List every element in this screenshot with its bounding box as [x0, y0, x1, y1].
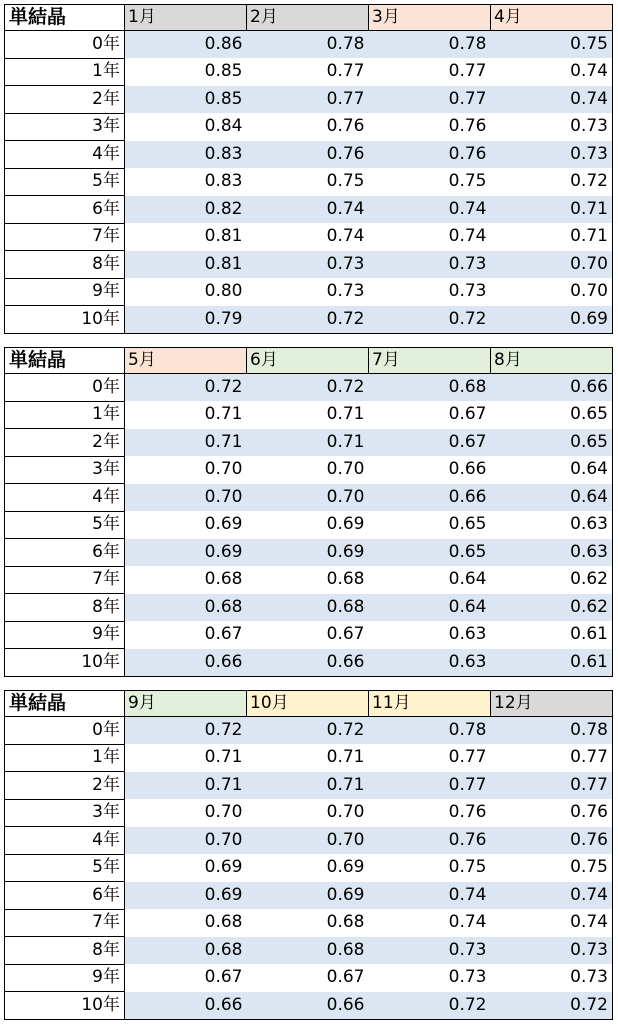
table-row: [5, 964, 613, 992]
header-row: [5, 691, 613, 717]
value-cell[interactable]: 0.61: [491, 649, 613, 677]
value-cell[interactable]: 0.70: [125, 456, 247, 484]
value-cell[interactable]: 0.77: [491, 772, 613, 800]
table-row: [5, 58, 613, 86]
value-cell[interactable]: 0.75: [247, 168, 369, 196]
year-label[interactable]: 8年: [5, 251, 125, 279]
table-row: [5, 882, 613, 910]
value-cell[interactable]: 0.71: [491, 196, 613, 224]
month-header[interactable]: 6月: [247, 348, 369, 374]
value-cell[interactable]: 0.76: [369, 799, 491, 827]
value-cell[interactable]: 0.82: [125, 196, 247, 224]
value-cell[interactable]: 0.72: [125, 717, 247, 745]
value-cell[interactable]: 0.66: [247, 992, 369, 1020]
value-cell[interactable]: 0.71: [247, 772, 369, 800]
table-row: [5, 717, 613, 745]
value-cell[interactable]: 0.69: [247, 511, 369, 539]
table-row: [5, 168, 613, 196]
table-row: [5, 566, 613, 594]
value-cell[interactable]: 0.69: [125, 882, 247, 910]
month-header[interactable]: 4月: [491, 5, 613, 31]
value-cell[interactable]: 0.67: [247, 621, 369, 649]
value-cell[interactable]: 0.73: [491, 964, 613, 992]
value-cell[interactable]: 0.65: [369, 511, 491, 539]
value-cell[interactable]: 0.76: [247, 141, 369, 169]
value-cell[interactable]: 0.65: [369, 539, 491, 567]
corner-label[interactable]: 単結晶: [5, 691, 125, 717]
value-cell[interactable]: 0.85: [125, 86, 247, 114]
year-label[interactable]: 9年: [5, 621, 125, 649]
value-cell[interactable]: 0.63: [491, 511, 613, 539]
table-row: [5, 937, 613, 965]
value-cell[interactable]: 0.71: [247, 401, 369, 429]
value-cell[interactable]: 0.74: [369, 196, 491, 224]
value-cell[interactable]: 0.68: [369, 374, 491, 402]
value-cell[interactable]: 0.68: [125, 594, 247, 622]
table-row: [5, 799, 613, 827]
value-cell[interactable]: 0.61: [491, 621, 613, 649]
value-cell[interactable]: 0.75: [369, 854, 491, 882]
value-cell[interactable]: 0.70: [247, 827, 369, 855]
value-cell[interactable]: 0.66: [491, 374, 613, 402]
value-cell[interactable]: 0.70: [247, 456, 369, 484]
value-cell[interactable]: 0.74: [369, 909, 491, 937]
year-label[interactable]: 3年: [5, 113, 125, 141]
year-label[interactable]: 1年: [5, 401, 125, 429]
month-header[interactable]: 2月: [247, 5, 369, 31]
value-cell[interactable]: 0.72: [369, 992, 491, 1020]
value-cell[interactable]: 0.74: [369, 882, 491, 910]
value-cell[interactable]: 0.67: [125, 964, 247, 992]
value-cell[interactable]: 0.83: [125, 168, 247, 196]
value-cell[interactable]: 0.75: [491, 31, 613, 59]
value-cell[interactable]: 0.86: [125, 31, 247, 59]
table-row: [5, 827, 613, 855]
value-cell[interactable]: 0.73: [491, 141, 613, 169]
table-row: [5, 621, 613, 649]
value-cell[interactable]: 0.72: [247, 306, 369, 334]
value-cell[interactable]: 0.72: [491, 168, 613, 196]
table-row: [5, 374, 613, 402]
value-cell[interactable]: 0.78: [369, 717, 491, 745]
value-cell[interactable]: 0.69: [125, 511, 247, 539]
value-cell[interactable]: 0.66: [125, 649, 247, 677]
value-cell[interactable]: 0.77: [369, 58, 491, 86]
year-label[interactable]: 5年: [5, 854, 125, 882]
value-cell[interactable]: 0.63: [491, 539, 613, 567]
value-cell[interactable]: 0.73: [247, 251, 369, 279]
year-label[interactable]: 5年: [5, 168, 125, 196]
value-cell[interactable]: 0.85: [125, 58, 247, 86]
year-label[interactable]: 10年: [5, 992, 125, 1020]
month-header[interactable]: 9月: [125, 691, 247, 717]
value-cell[interactable]: 0.71: [125, 772, 247, 800]
table-row: [5, 772, 613, 800]
value-cell[interactable]: 0.77: [369, 772, 491, 800]
value-cell[interactable]: 0.66: [369, 484, 491, 512]
year-label[interactable]: 10年: [5, 649, 125, 677]
value-cell[interactable]: 0.76: [491, 827, 613, 855]
table-row: [5, 484, 613, 512]
value-cell[interactable]: 0.78: [491, 717, 613, 745]
table-row: [5, 594, 613, 622]
value-cell[interactable]: 0.77: [491, 744, 613, 772]
value-cell[interactable]: 0.77: [247, 86, 369, 114]
month-header[interactable]: 3月: [369, 5, 491, 31]
year-label[interactable]: 9年: [5, 964, 125, 992]
value-cell[interactable]: 0.69: [247, 854, 369, 882]
table-row: [5, 854, 613, 882]
value-cell[interactable]: 0.68: [247, 937, 369, 965]
value-cell[interactable]: 0.77: [369, 744, 491, 772]
table-row: [5, 429, 613, 457]
year-label[interactable]: 2年: [5, 86, 125, 114]
value-cell[interactable]: 0.65: [491, 401, 613, 429]
year-label[interactable]: 7年: [5, 566, 125, 594]
value-cell[interactable]: 0.79: [125, 306, 247, 334]
value-cell[interactable]: 0.68: [247, 566, 369, 594]
year-label[interactable]: 2年: [5, 772, 125, 800]
year-label[interactable]: 8年: [5, 937, 125, 965]
value-cell[interactable]: 0.63: [369, 649, 491, 677]
table-row: [5, 223, 613, 251]
value-cell[interactable]: 0.74: [247, 196, 369, 224]
year-label[interactable]: 0年: [5, 374, 125, 402]
value-cell[interactable]: 0.78: [369, 31, 491, 59]
value-cell[interactable]: 0.71: [125, 429, 247, 457]
value-cell[interactable]: 0.66: [247, 649, 369, 677]
year-label[interactable]: 8年: [5, 594, 125, 622]
year-label[interactable]: 3年: [5, 456, 125, 484]
month-header[interactable]: 7月: [369, 348, 491, 374]
table-row: [5, 306, 613, 334]
month-header[interactable]: 1月: [125, 5, 247, 31]
value-cell[interactable]: 0.63: [369, 621, 491, 649]
value-cell[interactable]: 0.73: [369, 251, 491, 279]
month-header[interactable]: 12月: [491, 691, 613, 717]
data-table: [4, 347, 613, 677]
month-header[interactable]: 5月: [125, 348, 247, 374]
table-row: [5, 992, 613, 1020]
value-cell[interactable]: 0.69: [247, 539, 369, 567]
data-table: [4, 690, 613, 1020]
value-cell[interactable]: 0.68: [125, 909, 247, 937]
value-cell[interactable]: 0.73: [369, 278, 491, 306]
value-cell[interactable]: 0.84: [125, 113, 247, 141]
value-cell[interactable]: 0.80: [125, 278, 247, 306]
value-cell[interactable]: 0.67: [369, 401, 491, 429]
value-cell[interactable]: 0.74: [491, 909, 613, 937]
table-row: [5, 31, 613, 59]
value-cell[interactable]: 0.77: [369, 86, 491, 114]
value-cell[interactable]: 0.73: [491, 937, 613, 965]
value-cell[interactable]: 0.70: [247, 484, 369, 512]
year-label[interactable]: 7年: [5, 223, 125, 251]
year-label[interactable]: 1年: [5, 58, 125, 86]
value-cell[interactable]: 0.71: [125, 401, 247, 429]
value-cell[interactable]: 0.72: [247, 717, 369, 745]
data-table: [4, 4, 613, 334]
value-cell[interactable]: 0.83: [125, 141, 247, 169]
value-cell[interactable]: 0.68: [247, 594, 369, 622]
value-cell[interactable]: 0.67: [369, 429, 491, 457]
value-cell[interactable]: 0.68: [247, 909, 369, 937]
value-cell[interactable]: 0.76: [369, 141, 491, 169]
value-cell[interactable]: 0.64: [369, 566, 491, 594]
table-row: [5, 401, 613, 429]
year-label[interactable]: 5年: [5, 511, 125, 539]
month-header[interactable]: 11月: [369, 691, 491, 717]
table-row: [5, 456, 613, 484]
table-row: [5, 649, 613, 677]
value-cell[interactable]: 0.67: [125, 621, 247, 649]
value-cell[interactable]: 0.76: [247, 113, 369, 141]
value-cell[interactable]: 0.65: [491, 429, 613, 457]
value-cell[interactable]: 0.74: [491, 882, 613, 910]
value-cell[interactable]: 0.78: [247, 31, 369, 59]
year-label[interactable]: 7年: [5, 909, 125, 937]
value-cell[interactable]: 0.70: [125, 827, 247, 855]
table-row: [5, 86, 613, 114]
value-cell[interactable]: 0.67: [247, 964, 369, 992]
value-cell[interactable]: 0.70: [491, 251, 613, 279]
value-cell[interactable]: 0.71: [247, 429, 369, 457]
year-label[interactable]: 4年: [5, 484, 125, 512]
year-label[interactable]: 4年: [5, 827, 125, 855]
year-label[interactable]: 0年: [5, 717, 125, 745]
year-label[interactable]: 2年: [5, 429, 125, 457]
table-row: [5, 511, 613, 539]
value-cell[interactable]: 0.72: [369, 306, 491, 334]
value-cell[interactable]: 0.62: [491, 594, 613, 622]
value-cell[interactable]: 0.72: [247, 374, 369, 402]
year-label[interactable]: 10年: [5, 306, 125, 334]
table-row: [5, 141, 613, 169]
value-cell[interactable]: 0.64: [491, 484, 613, 512]
value-cell[interactable]: 0.71: [247, 744, 369, 772]
table-block-2: [4, 347, 612, 677]
value-cell[interactable]: 0.76: [369, 827, 491, 855]
value-cell[interactable]: 0.81: [125, 251, 247, 279]
value-cell[interactable]: 0.72: [491, 992, 613, 1020]
header-row: [5, 348, 613, 374]
value-cell[interactable]: 0.73: [491, 113, 613, 141]
value-cell[interactable]: 0.74: [247, 223, 369, 251]
header-row: [5, 5, 613, 31]
value-cell[interactable]: 0.66: [125, 992, 247, 1020]
value-cell[interactable]: 0.73: [247, 278, 369, 306]
year-label[interactable]: 6年: [5, 539, 125, 567]
value-cell[interactable]: 0.73: [369, 937, 491, 965]
value-cell[interactable]: 0.70: [247, 799, 369, 827]
year-label[interactable]: 0年: [5, 31, 125, 59]
corner-label[interactable]: 単結晶: [5, 5, 125, 31]
year-label[interactable]: 9年: [5, 278, 125, 306]
value-cell[interactable]: 0.75: [491, 854, 613, 882]
value-cell[interactable]: 0.75: [369, 168, 491, 196]
value-cell[interactable]: 0.64: [491, 456, 613, 484]
value-cell[interactable]: 0.73: [369, 964, 491, 992]
value-cell[interactable]: 0.76: [491, 799, 613, 827]
table-row: [5, 909, 613, 937]
table-row: [5, 278, 613, 306]
table-row: [5, 113, 613, 141]
table-block-3: [4, 690, 612, 1020]
value-cell[interactable]: 0.62: [491, 566, 613, 594]
year-label[interactable]: 6年: [5, 882, 125, 910]
value-cell[interactable]: 0.68: [125, 566, 247, 594]
value-cell[interactable]: 0.69: [125, 539, 247, 567]
month-header[interactable]: 8月: [491, 348, 613, 374]
table-row: [5, 539, 613, 567]
value-cell[interactable]: 0.72: [125, 374, 247, 402]
year-label[interactable]: 1年: [5, 744, 125, 772]
year-label[interactable]: 6年: [5, 196, 125, 224]
table-row: [5, 744, 613, 772]
value-cell[interactable]: 0.76: [369, 113, 491, 141]
value-cell[interactable]: 0.70: [125, 799, 247, 827]
year-label[interactable]: 3年: [5, 799, 125, 827]
month-header[interactable]: 10月: [247, 691, 369, 717]
value-cell[interactable]: 0.64: [369, 594, 491, 622]
value-cell[interactable]: 0.71: [491, 223, 613, 251]
value-cell[interactable]: 0.70: [125, 484, 247, 512]
corner-label[interactable]: 単結晶: [5, 348, 125, 374]
year-label[interactable]: 4年: [5, 141, 125, 169]
table-row: [5, 196, 613, 224]
value-cell[interactable]: 0.74: [491, 86, 613, 114]
value-cell[interactable]: 0.81: [125, 223, 247, 251]
table-row: [5, 251, 613, 279]
value-cell[interactable]: 0.70: [491, 278, 613, 306]
table-block-1: [4, 4, 612, 334]
value-cell[interactable]: 0.69: [247, 882, 369, 910]
value-cell[interactable]: 0.69: [491, 306, 613, 334]
value-cell[interactable]: 0.69: [125, 854, 247, 882]
value-cell[interactable]: 0.74: [491, 58, 613, 86]
value-cell[interactable]: 0.66: [369, 456, 491, 484]
value-cell[interactable]: 0.77: [247, 58, 369, 86]
value-cell[interactable]: 0.71: [125, 744, 247, 772]
value-cell[interactable]: 0.68: [125, 937, 247, 965]
value-cell[interactable]: 0.74: [369, 223, 491, 251]
